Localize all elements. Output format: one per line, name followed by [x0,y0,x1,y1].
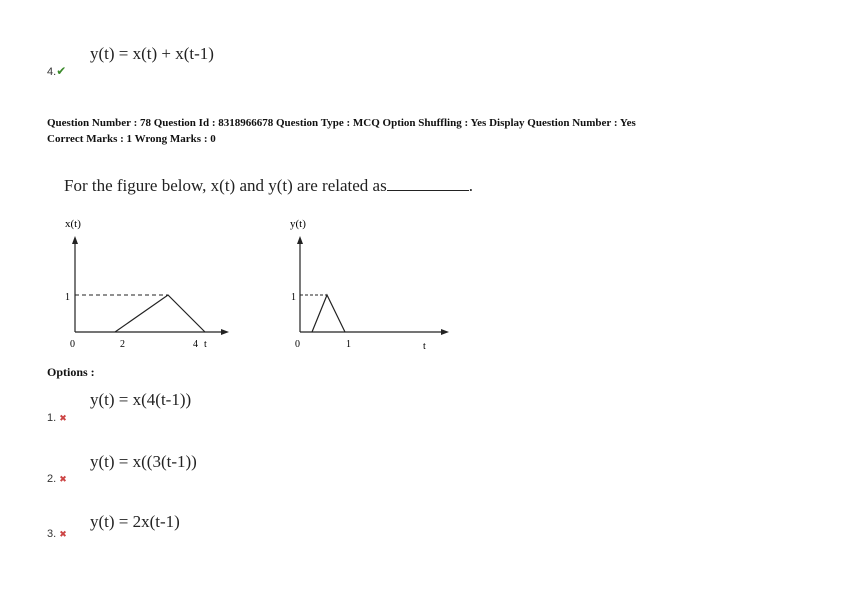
option-1-label: 1. [47,412,57,424]
question-meta-line1: Question Number : 78 Question Id : 8318966678 Question Type : MCQ Option Shuffling : Yes Display Question Number : Yes [47,117,636,129]
y-plot-t-label: t [423,341,426,352]
x-plot-two-label: 2 [120,339,125,350]
y-plot-signal [312,295,345,332]
x-plot-one-label: 1 [65,292,70,303]
answer-blank [387,178,469,191]
y-plot-one-tick-label: 1 [346,339,351,350]
option-2-text[interactable]: y(t) = x((3(t-1)) [90,452,197,471]
check-icon: ✔ [56,64,67,78]
option-3-text[interactable]: y(t) = 2x(t-1) [90,512,180,531]
option-3-number [47,528,67,540]
option-2-number [47,473,67,485]
x-plot [65,218,225,350]
y-plot-one-label: 1 [291,292,296,303]
x-plot-ylabel: x(t) [65,218,81,230]
y-plot-zero-label: 0 [295,339,300,350]
x-plot-zero-label: 0 [70,339,75,350]
prev-option-4-label: 4. [47,66,57,78]
option-2-label: 2. [47,473,57,485]
y-plot-ylabel: y(t) [290,218,306,230]
question-suffix: . [468,176,473,195]
prev-option-4-number [47,64,66,78]
question-text [64,176,473,196]
question-meta-line2: Correct Marks : 1 Wrong Marks : 0 [47,133,216,145]
x-plot-four-label: 4 [193,339,198,350]
cross-icon: ✖ [59,413,67,423]
options-heading: Options : [47,365,95,379]
option-1-text[interactable]: y(t) = x(4(t-1)) [90,390,192,409]
x-plot-signal [115,295,205,332]
signal-figure [40,210,480,360]
cross-icon: ✖ [59,529,67,539]
option-1-number [47,412,67,424]
cross-icon: ✖ [59,474,67,484]
x-plot-t-label: t [204,339,207,350]
y-plot [290,218,445,352]
question-stem: For the figure below, x(t) and y(t) are related as [64,176,387,195]
prev-option-4-text: y(t) = x(t) + x(t-1) [90,44,214,63]
option-3-label: 3. [47,528,57,540]
